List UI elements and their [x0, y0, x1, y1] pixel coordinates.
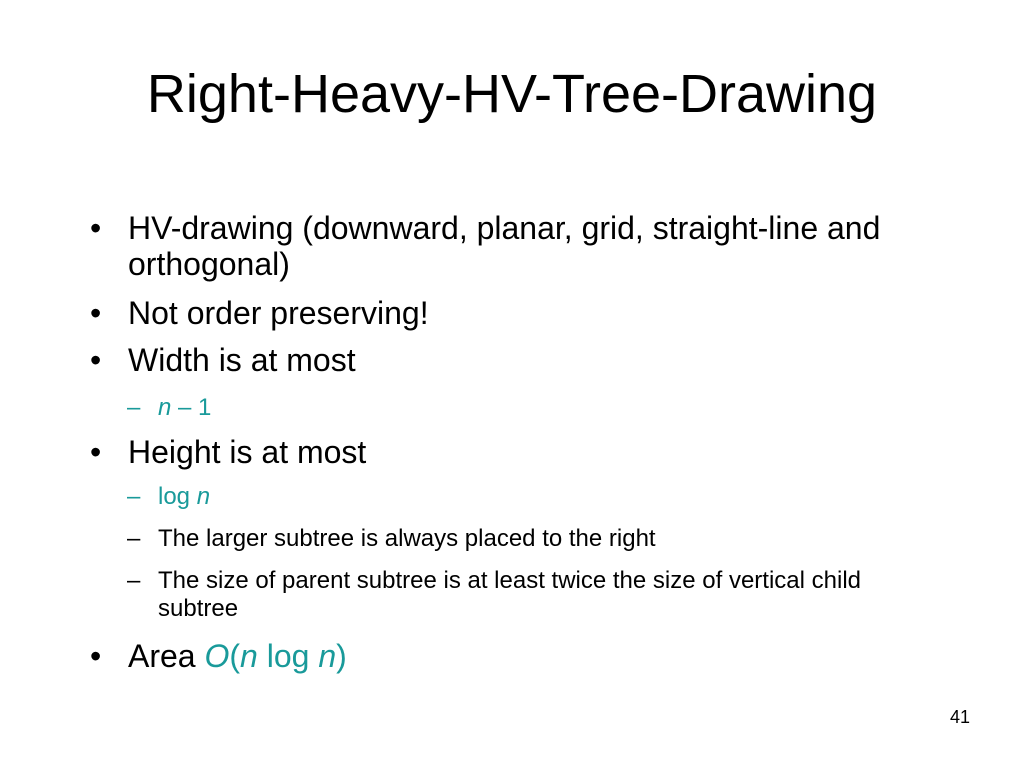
math-n: n	[196, 483, 211, 510]
math-big-o: O	[204, 638, 230, 674]
sub-item-text: The larger subtree is always placed to the right	[158, 525, 656, 552]
math-log: log	[257, 638, 319, 674]
dash-marker: –	[127, 525, 141, 552]
bullet-marker: •	[90, 434, 102, 470]
math-n: n	[318, 638, 337, 674]
sub-item-height-bound	[127, 483, 927, 511]
sub-item-larger-subtree	[127, 525, 927, 553]
dash-marker: –	[127, 567, 141, 594]
bullet-item-hv-drawing	[90, 210, 950, 282]
bullet-item-order	[90, 295, 950, 331]
bullet-text: Width is at most	[128, 342, 356, 378]
dash-marker: –	[127, 394, 141, 421]
bullet-marker: •	[90, 295, 102, 331]
bullet-marker: •	[90, 342, 102, 378]
bullet-item-height	[90, 434, 950, 470]
bullet-marker: •	[90, 638, 102, 674]
sub-item-parent-size	[127, 567, 927, 623]
math-n: n	[158, 394, 172, 421]
math-rest: – 1	[171, 394, 212, 421]
math-paren-open: (	[229, 638, 241, 674]
bullet-text: HV-drawing (downward, planar, grid, straight-line and orthogonal)	[128, 210, 881, 282]
dash-marker: –	[127, 483, 141, 510]
bullet-text: Not order preserving!	[128, 295, 429, 331]
math-n: n	[240, 638, 258, 674]
math-paren-close: )	[336, 638, 347, 674]
math-log: log	[158, 483, 197, 510]
sub-item-text	[127, 394, 927, 422]
bullet-item-width	[90, 342, 950, 378]
bullet-marker: •	[90, 210, 102, 246]
page-number: 41	[949, 707, 970, 727]
sub-item-text	[127, 483, 927, 511]
sub-item-width-bound	[127, 394, 927, 422]
area-label: Area	[128, 638, 205, 674]
bullet-text	[90, 638, 950, 674]
bullet-item-area	[90, 638, 950, 674]
bullet-text: Height is at most	[128, 434, 367, 470]
sub-item-text: The size of parent subtree is at least twice the size of vertical child subtree	[158, 567, 861, 622]
slide-title: Right-Heavy-HV-Tree-Drawing	[146, 64, 878, 124]
